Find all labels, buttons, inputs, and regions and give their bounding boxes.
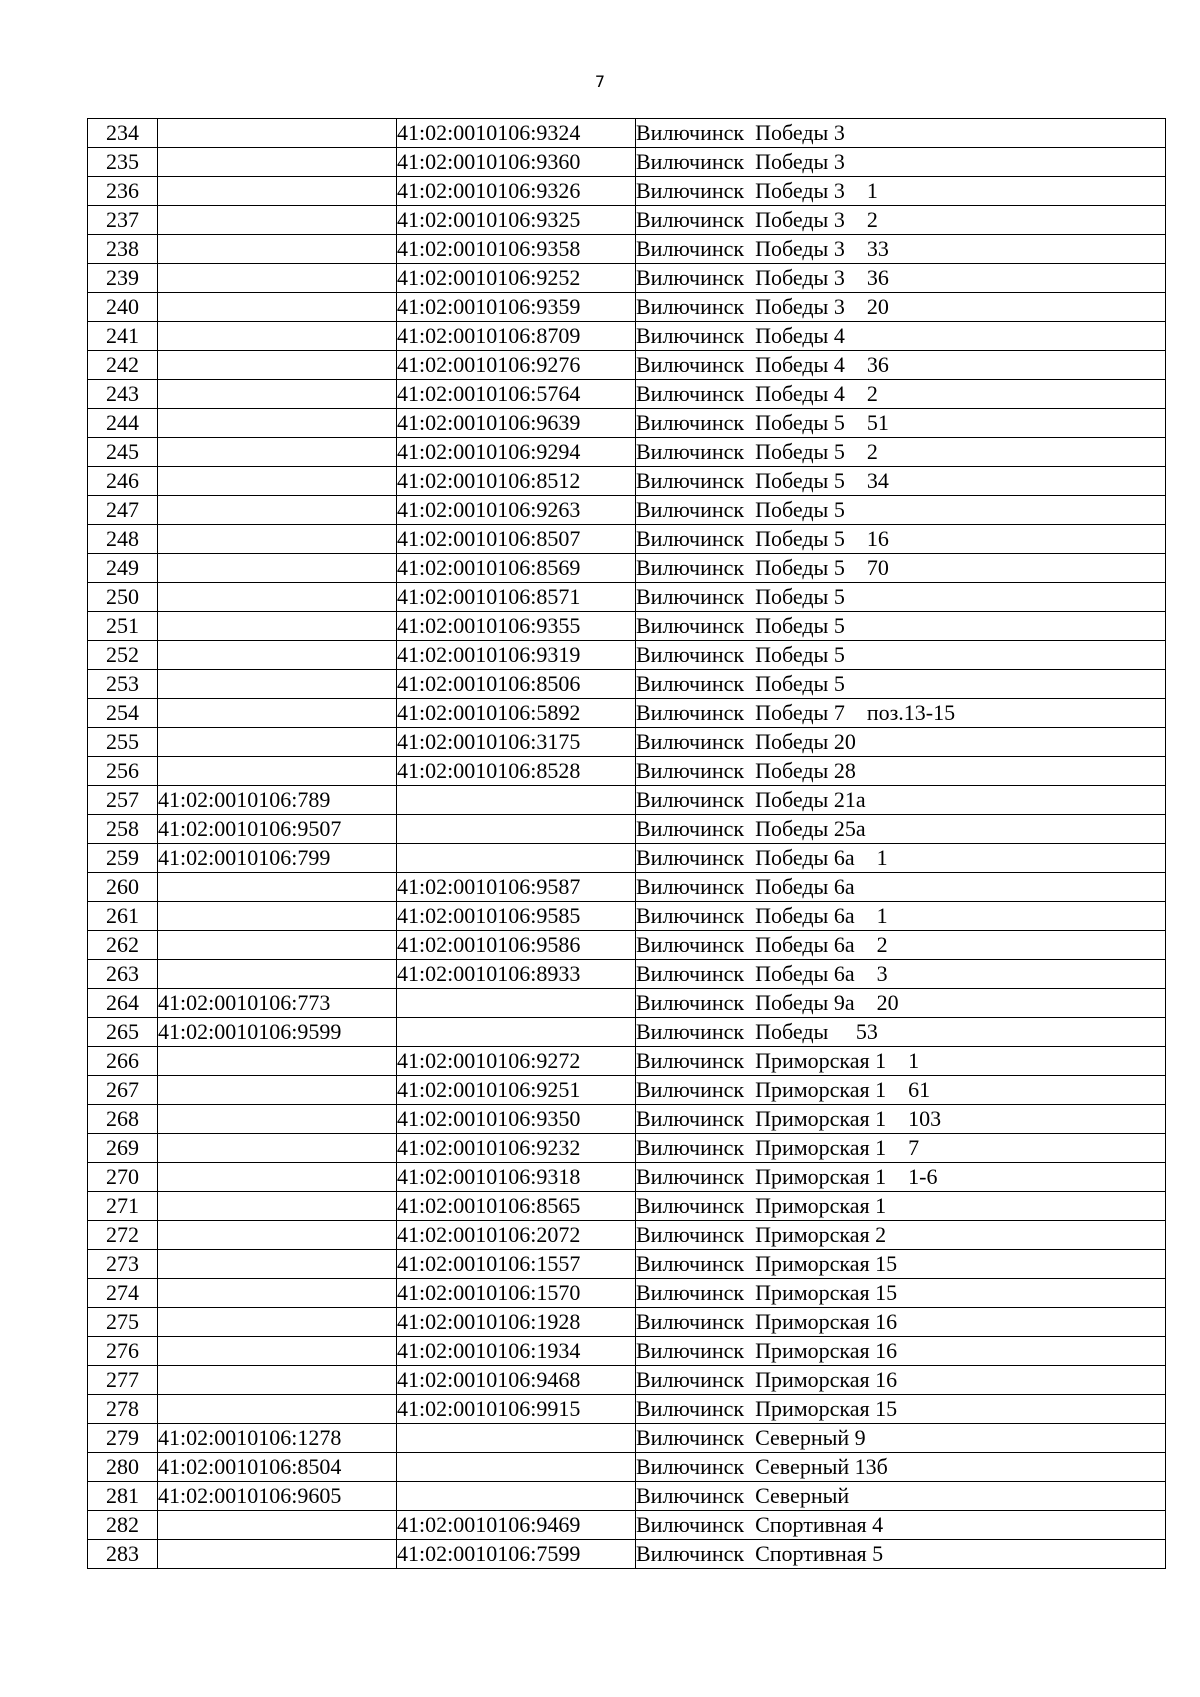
object-cadastral-cell: 41:02:0010106:9319: [397, 641, 636, 670]
address-cell: Вилючинск Приморская 1: [636, 1192, 1166, 1221]
row-number-cell: 241: [88, 322, 158, 351]
parcel-cadastral-cell: 41:02:0010106:773: [158, 989, 397, 1018]
object-cadastral-cell: 41:02:0010106:5892: [397, 699, 636, 728]
table-row: [88, 670, 1166, 699]
object-cadastral-cell: 41:02:0010106:9252: [397, 264, 636, 293]
parcel-cadastral-cell: 41:02:0010106:1278: [158, 1424, 397, 1453]
object-cadastral-cell: 41:02:0010106:9324: [397, 119, 636, 148]
parcel-cadastral-cell: 41:02:0010106:9599: [158, 1018, 397, 1047]
table-row: [88, 322, 1166, 351]
row-number-cell: 240: [88, 293, 158, 322]
object-cadastral-cell: 41:02:0010106:9358: [397, 235, 636, 264]
row-number-cell: 238: [88, 235, 158, 264]
table-row: [88, 1221, 1166, 1250]
table-row: [88, 583, 1166, 612]
table-row: [88, 409, 1166, 438]
object-cadastral-cell: 41:02:0010106:9272: [397, 1047, 636, 1076]
object-cadastral-cell: 41:02:0010106:9350: [397, 1105, 636, 1134]
address-cell: Вилючинск Победы 3 2: [636, 206, 1166, 235]
address-cell: Вилючинск Победы 5: [636, 583, 1166, 612]
address-cell: Вилючинск Приморская 16: [636, 1308, 1166, 1337]
parcel-cadastral-cell: [158, 728, 397, 757]
address-cell: Вилючинск Победы 5: [636, 496, 1166, 525]
table-row: [88, 931, 1166, 960]
table-row: [88, 757, 1166, 786]
row-number-cell: 260: [88, 873, 158, 902]
object-cadastral-cell: 41:02:0010106:9359: [397, 293, 636, 322]
row-number-cell: 263: [88, 960, 158, 989]
parcel-cadastral-cell: [158, 583, 397, 612]
row-number-cell: 248: [88, 525, 158, 554]
row-number-cell: 268: [88, 1105, 158, 1134]
table-row: [88, 1482, 1166, 1511]
parcel-cadastral-cell: [158, 322, 397, 351]
parcel-cadastral-cell: [158, 757, 397, 786]
parcel-cadastral-cell: [158, 1395, 397, 1424]
parcel-cadastral-cell: [158, 206, 397, 235]
object-cadastral-cell: 41:02:0010106:9586: [397, 931, 636, 960]
table-row: [88, 1047, 1166, 1076]
row-number-cell: 259: [88, 844, 158, 873]
table-row: [88, 148, 1166, 177]
object-cadastral-cell: [397, 1424, 636, 1453]
row-number-cell: 283: [88, 1540, 158, 1569]
property-table: [87, 118, 1166, 1569]
parcel-cadastral-cell: [158, 1337, 397, 1366]
parcel-cadastral-cell: [158, 931, 397, 960]
object-cadastral-cell: [397, 844, 636, 873]
row-number-cell: 269: [88, 1134, 158, 1163]
address-cell: Вилючинск Северный 13б: [636, 1453, 1166, 1482]
address-cell: Вилючинск Победы 4 36: [636, 351, 1166, 380]
address-cell: Вилючинск Победы 3 20: [636, 293, 1166, 322]
parcel-cadastral-cell: [158, 1511, 397, 1540]
table-row: [88, 873, 1166, 902]
parcel-cadastral-cell: [158, 467, 397, 496]
row-number-cell: 250: [88, 583, 158, 612]
address-cell: Вилючинск Победы 3 33: [636, 235, 1166, 264]
row-number-cell: 242: [88, 351, 158, 380]
table-row: [88, 699, 1166, 728]
row-number-cell: 247: [88, 496, 158, 525]
parcel-cadastral-cell: 41:02:0010106:9605: [158, 1482, 397, 1511]
address-cell: Вилючинск Победы 5 70: [636, 554, 1166, 583]
table-row: [88, 177, 1166, 206]
table-row: [88, 1250, 1166, 1279]
row-number-cell: 265: [88, 1018, 158, 1047]
address-cell: Вилючинск Приморская 15: [636, 1250, 1166, 1279]
address-cell: Вилючинск Победы 5: [636, 612, 1166, 641]
table-row: [88, 1163, 1166, 1192]
parcel-cadastral-cell: 41:02:0010106:789: [158, 786, 397, 815]
address-cell: Вилючинск Спортивная 5: [636, 1540, 1166, 1569]
row-number-cell: 245: [88, 438, 158, 467]
row-number-cell: 261: [88, 902, 158, 931]
page-number: 7: [594, 72, 606, 91]
object-cadastral-cell: 41:02:0010106:8569: [397, 554, 636, 583]
parcel-cadastral-cell: [158, 1366, 397, 1395]
object-cadastral-cell: 41:02:0010106:9587: [397, 873, 636, 902]
parcel-cadastral-cell: 41:02:0010106:9507: [158, 815, 397, 844]
table-row: [88, 1192, 1166, 1221]
address-cell: Вилючинск Победы 4 2: [636, 380, 1166, 409]
table-row: [88, 1279, 1166, 1308]
object-cadastral-cell: 41:02:0010106:8528: [397, 757, 636, 786]
address-cell: Вилючинск Приморская 1 1-6: [636, 1163, 1166, 1192]
address-cell: Вилючинск Победы 5 16: [636, 525, 1166, 554]
object-cadastral-cell: 41:02:0010106:3175: [397, 728, 636, 757]
table-row: [88, 206, 1166, 235]
row-number-cell: 262: [88, 931, 158, 960]
address-cell: Вилючинск Победы 53: [636, 1018, 1166, 1047]
address-cell: Вилючинск Приморская 15: [636, 1279, 1166, 1308]
object-cadastral-cell: 41:02:0010106:1934: [397, 1337, 636, 1366]
table-row: [88, 960, 1166, 989]
address-cell: Вилючинск Победы 25а: [636, 815, 1166, 844]
row-number-cell: 246: [88, 467, 158, 496]
parcel-cadastral-cell: [158, 612, 397, 641]
table-row: [88, 844, 1166, 873]
table-row: [88, 1308, 1166, 1337]
parcel-cadastral-cell: [158, 1279, 397, 1308]
address-cell: Вилючинск Приморская 1 1: [636, 1047, 1166, 1076]
address-cell: Вилючинск Северный: [636, 1482, 1166, 1511]
parcel-cadastral-cell: [158, 960, 397, 989]
table-row: [88, 554, 1166, 583]
object-cadastral-cell: 41:02:0010106:8571: [397, 583, 636, 612]
parcel-cadastral-cell: [158, 235, 397, 264]
object-cadastral-cell: 41:02:0010106:1570: [397, 1279, 636, 1308]
object-cadastral-cell: [397, 989, 636, 1018]
object-cadastral-cell: 41:02:0010106:9276: [397, 351, 636, 380]
address-cell: Вилючинск Победы 6а 2: [636, 931, 1166, 960]
table-row: [88, 380, 1166, 409]
row-number-cell: 256: [88, 757, 158, 786]
row-number-cell: 253: [88, 670, 158, 699]
address-cell: Вилючинск Приморская 15: [636, 1395, 1166, 1424]
table-row: [88, 496, 1166, 525]
row-number-cell: 271: [88, 1192, 158, 1221]
table-row: [88, 235, 1166, 264]
parcel-cadastral-cell: [158, 293, 397, 322]
parcel-cadastral-cell: [158, 380, 397, 409]
object-cadastral-cell: 41:02:0010106:9915: [397, 1395, 636, 1424]
address-cell: Вилючинск Победы 4: [636, 322, 1166, 351]
object-cadastral-cell: 41:02:0010106:9263: [397, 496, 636, 525]
parcel-cadastral-cell: [158, 1105, 397, 1134]
row-number-cell: 273: [88, 1250, 158, 1279]
object-cadastral-cell: 41:02:0010106:8507: [397, 525, 636, 554]
row-number-cell: 257: [88, 786, 158, 815]
parcel-cadastral-cell: 41:02:0010106:8504: [158, 1453, 397, 1482]
table-row: [88, 1366, 1166, 1395]
address-cell: Вилючинск Приморская 1 103: [636, 1105, 1166, 1134]
parcel-cadastral-cell: [158, 177, 397, 206]
address-cell: Вилючинск Победы 21а: [636, 786, 1166, 815]
parcel-cadastral-cell: [158, 264, 397, 293]
object-cadastral-cell: [397, 1018, 636, 1047]
parcel-cadastral-cell: [158, 1221, 397, 1250]
row-number-cell: 279: [88, 1424, 158, 1453]
object-cadastral-cell: 41:02:0010106:9355: [397, 612, 636, 641]
address-cell: Вилючинск Победы 5 51: [636, 409, 1166, 438]
row-number-cell: 236: [88, 177, 158, 206]
parcel-cadastral-cell: [158, 1076, 397, 1105]
row-number-cell: 275: [88, 1308, 158, 1337]
row-number-cell: 278: [88, 1395, 158, 1424]
parcel-cadastral-cell: [158, 1047, 397, 1076]
row-number-cell: 272: [88, 1221, 158, 1250]
table-row: [88, 1018, 1166, 1047]
address-cell: Вилючинск Победы 6а: [636, 873, 1166, 902]
table-row: [88, 293, 1166, 322]
table-row: [88, 1134, 1166, 1163]
address-cell: Вилючинск Победы 3: [636, 148, 1166, 177]
object-cadastral-cell: [397, 1453, 636, 1482]
address-cell: Вилючинск Победы 6а 1: [636, 844, 1166, 873]
row-number-cell: 282: [88, 1511, 158, 1540]
address-cell: Вилючинск Победы 5: [636, 670, 1166, 699]
row-number-cell: 264: [88, 989, 158, 1018]
row-number-cell: 277: [88, 1366, 158, 1395]
table-row: [88, 264, 1166, 293]
object-cadastral-cell: 41:02:0010106:9294: [397, 438, 636, 467]
row-number-cell: 267: [88, 1076, 158, 1105]
row-number-cell: 280: [88, 1453, 158, 1482]
address-cell: Вилючинск Приморская 1 61: [636, 1076, 1166, 1105]
parcel-cadastral-cell: [158, 1192, 397, 1221]
row-number-cell: 254: [88, 699, 158, 728]
parcel-cadastral-cell: [158, 119, 397, 148]
table-row: [88, 1540, 1166, 1569]
address-cell: Вилючинск Победы 5: [636, 641, 1166, 670]
table-row: [88, 1511, 1166, 1540]
parcel-cadastral-cell: [158, 1308, 397, 1337]
object-cadastral-cell: [397, 786, 636, 815]
address-cell: Вилючинск Победы 7 поз.13-15: [636, 699, 1166, 728]
address-cell: Вилючинск Приморская 16: [636, 1366, 1166, 1395]
address-cell: Вилючинск Победы 9а 20: [636, 989, 1166, 1018]
object-cadastral-cell: [397, 815, 636, 844]
address-cell: Вилючинск Победы 3 36: [636, 264, 1166, 293]
object-cadastral-cell: 41:02:0010106:9232: [397, 1134, 636, 1163]
object-cadastral-cell: 41:02:0010106:9360: [397, 148, 636, 177]
row-number-cell: 255: [88, 728, 158, 757]
parcel-cadastral-cell: [158, 670, 397, 699]
parcel-cadastral-cell: [158, 641, 397, 670]
address-cell: Вилючинск Победы 6а 1: [636, 902, 1166, 931]
parcel-cadastral-cell: 41:02:0010106:799: [158, 844, 397, 873]
table-row: [88, 1424, 1166, 1453]
parcel-cadastral-cell: [158, 438, 397, 467]
object-cadastral-cell: 41:02:0010106:8709: [397, 322, 636, 351]
table-row: [88, 1076, 1166, 1105]
table-row: [88, 525, 1166, 554]
object-cadastral-cell: 41:02:0010106:8512: [397, 467, 636, 496]
table-row: [88, 1337, 1166, 1366]
object-cadastral-cell: 41:02:0010106:5764: [397, 380, 636, 409]
row-number-cell: 252: [88, 641, 158, 670]
parcel-cadastral-cell: [158, 902, 397, 931]
object-cadastral-cell: 41:02:0010106:9326: [397, 177, 636, 206]
object-cadastral-cell: 41:02:0010106:9251: [397, 1076, 636, 1105]
object-cadastral-cell: 41:02:0010106:9469: [397, 1511, 636, 1540]
object-cadastral-cell: 41:02:0010106:1928: [397, 1308, 636, 1337]
table-row: [88, 641, 1166, 670]
table-row: [88, 989, 1166, 1018]
object-cadastral-cell: 41:02:0010106:9318: [397, 1163, 636, 1192]
parcel-cadastral-cell: [158, 409, 397, 438]
object-cadastral-cell: 41:02:0010106:8565: [397, 1192, 636, 1221]
address-cell: Вилючинск Победы 3: [636, 119, 1166, 148]
row-number-cell: 251: [88, 612, 158, 641]
parcel-cadastral-cell: [158, 351, 397, 380]
parcel-cadastral-cell: [158, 1163, 397, 1192]
object-cadastral-cell: 41:02:0010106:9639: [397, 409, 636, 438]
row-number-cell: 243: [88, 380, 158, 409]
object-cadastral-cell: 41:02:0010106:8506: [397, 670, 636, 699]
address-cell: Вилючинск Приморская 2: [636, 1221, 1166, 1250]
table-row: [88, 902, 1166, 931]
parcel-cadastral-cell: [158, 1134, 397, 1163]
parcel-cadastral-cell: [158, 148, 397, 177]
parcel-cadastral-cell: [158, 1250, 397, 1279]
table-body: [88, 119, 1166, 1569]
table-row: [88, 728, 1166, 757]
object-cadastral-cell: 41:02:0010106:1557: [397, 1250, 636, 1279]
table-row: [88, 612, 1166, 641]
address-cell: Вилючинск Победы 20: [636, 728, 1166, 757]
parcel-cadastral-cell: [158, 496, 397, 525]
row-number-cell: 237: [88, 206, 158, 235]
address-cell: Вилючинск Приморская 1 7: [636, 1134, 1166, 1163]
object-cadastral-cell: 41:02:0010106:9585: [397, 902, 636, 931]
row-number-cell: 274: [88, 1279, 158, 1308]
address-cell: Вилючинск Победы 5 2: [636, 438, 1166, 467]
row-number-cell: 258: [88, 815, 158, 844]
row-number-cell: 234: [88, 119, 158, 148]
address-cell: Вилючинск Победы 3 1: [636, 177, 1166, 206]
table-row: [88, 438, 1166, 467]
table-row: [88, 467, 1166, 496]
address-cell: Вилючинск Северный 9: [636, 1424, 1166, 1453]
row-number-cell: 244: [88, 409, 158, 438]
table-row: [88, 1395, 1166, 1424]
table-row: [88, 815, 1166, 844]
row-number-cell: 249: [88, 554, 158, 583]
parcel-cadastral-cell: [158, 1540, 397, 1569]
parcel-cadastral-cell: [158, 699, 397, 728]
address-cell: Вилючинск Приморская 16: [636, 1337, 1166, 1366]
object-cadastral-cell: 41:02:0010106:2072: [397, 1221, 636, 1250]
row-number-cell: 281: [88, 1482, 158, 1511]
row-number-cell: 266: [88, 1047, 158, 1076]
object-cadastral-cell: [397, 1482, 636, 1511]
row-number-cell: 239: [88, 264, 158, 293]
table-row: [88, 351, 1166, 380]
address-cell: Вилючинск Спортивная 4: [636, 1511, 1166, 1540]
address-cell: Вилючинск Победы 6а 3: [636, 960, 1166, 989]
parcel-cadastral-cell: [158, 873, 397, 902]
object-cadastral-cell: 41:02:0010106:9325: [397, 206, 636, 235]
row-number-cell: 235: [88, 148, 158, 177]
object-cadastral-cell: 41:02:0010106:7599: [397, 1540, 636, 1569]
object-cadastral-cell: 41:02:0010106:8933: [397, 960, 636, 989]
table-row: [88, 786, 1166, 815]
row-number-cell: 276: [88, 1337, 158, 1366]
parcel-cadastral-cell: [158, 525, 397, 554]
address-cell: Вилючинск Победы 28: [636, 757, 1166, 786]
table-row: [88, 1453, 1166, 1482]
object-cadastral-cell: 41:02:0010106:9468: [397, 1366, 636, 1395]
table-row: [88, 1105, 1166, 1134]
parcel-cadastral-cell: [158, 554, 397, 583]
row-number-cell: 270: [88, 1163, 158, 1192]
address-cell: Вилючинск Победы 5 34: [636, 467, 1166, 496]
table-row: [88, 119, 1166, 148]
